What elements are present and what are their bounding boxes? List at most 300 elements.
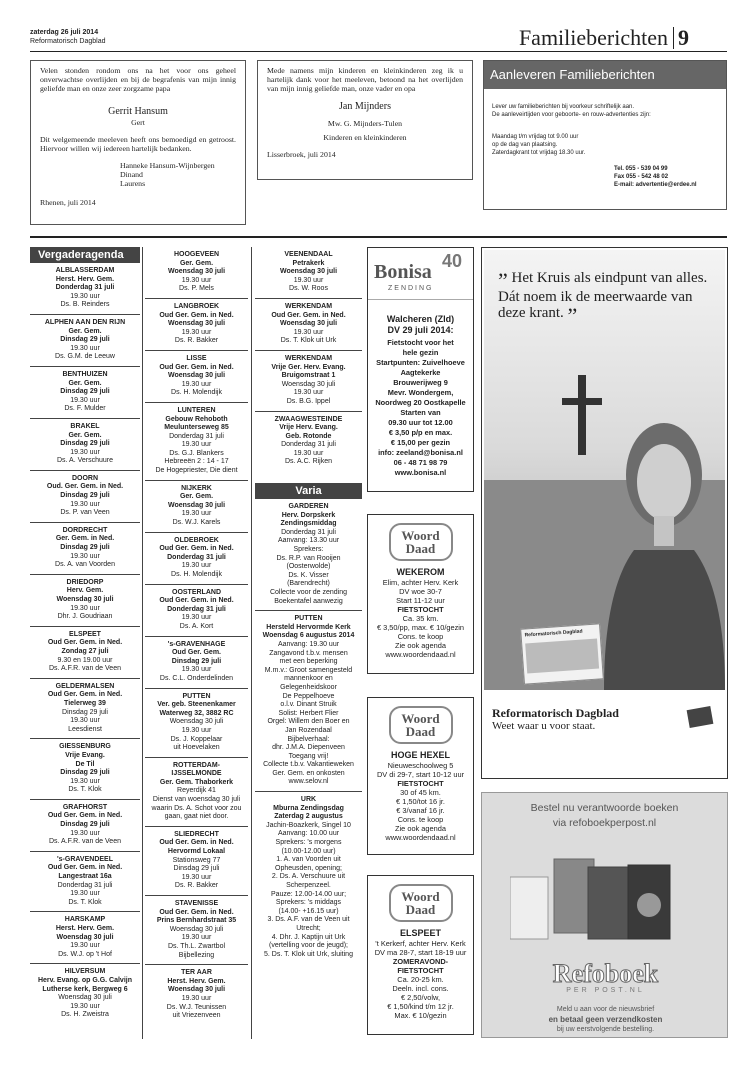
bonisa-details (368, 338, 473, 478)
mini-newspaper (520, 623, 604, 684)
header-rule (30, 51, 727, 52)
entry-detail: 19.30 uur (293, 328, 324, 336)
cross-icon (578, 375, 586, 455)
woorddaad-line: Deeln. incl. cons. (392, 984, 449, 993)
entry-heading: STAVENISSE (174, 900, 219, 907)
entry-detail: De Hogepriester, Die dient (155, 467, 238, 475)
entry-detail: Collecte t.b.v. Vakantieweken (263, 761, 354, 769)
book-cover (510, 877, 548, 939)
entry-detail: 5. Ds. T. Klok uit Urk, sluiting (264, 950, 353, 958)
refoboek-head: Bestel nu verantwoorde boeken via refoboekperpost.nl (530, 802, 679, 829)
entry-heading: ALPHEN AAN DEN RIJN (44, 318, 126, 326)
entry-detail: 19.30 uur (70, 890, 100, 898)
bonisa-line: € 15,00 per gezin (390, 438, 451, 447)
entry-heading: TER AAR (181, 969, 212, 977)
agenda-entry (30, 852, 140, 913)
entry-detail: 4. Dhr. J. Kaptijn uit Urk (271, 933, 346, 941)
entry-heading: DOORN (71, 474, 99, 482)
aanleveren-line: De aanleveirtijden voor geboorte- en rouw-advertenties zijn: (492, 112, 651, 118)
entry-heading: IJSSELMONDE (171, 770, 222, 778)
woorddaad-line: FIETSTOCHT (397, 605, 444, 614)
mini-newspaper-title: Reformatorisch Dagblad (524, 628, 583, 639)
entry-heading: BENTHUIZEN (62, 370, 108, 378)
agenda-list (145, 247, 248, 1025)
aanleveren-fax: Fax 055 - 542 48 02 (614, 174, 669, 180)
woorddaad-line: € 3,50/pp, max. € 10/gezin (376, 623, 465, 632)
entry-heading: OLDEBROEK (174, 536, 219, 544)
entry-heading: LANGBROEK (173, 302, 220, 310)
bonisa-line: Brouwerijweg 9 (393, 378, 448, 387)
entry-detail: 19.30 uur (70, 942, 100, 950)
entry-detail: 3. Ds. A.F. van de Veen uit (267, 916, 350, 924)
agenda-entry (30, 367, 140, 419)
bonisa-line: € 3,50 p/p en max. (388, 428, 453, 437)
entry-detail: 19.30 uur (293, 449, 324, 457)
entry-detail: o.l.v. Dinant Struik (280, 701, 337, 709)
entry-heading: Dinsdag 29 juli (60, 440, 110, 448)
entry-detail: mannenkoor en (284, 675, 333, 683)
entry-detail: 19.30 uur (293, 276, 324, 284)
entry-heading: Oud Ger. Gem. (171, 649, 221, 657)
aanleveren-title: Aanleveren Familieberichten (484, 61, 726, 89)
entry-detail: Sprekers: 's middags (275, 899, 342, 907)
entry-detail: 19.30 uur (181, 614, 212, 622)
entry-detail: Ds. A.F.R. van de Veen (49, 665, 121, 673)
entry-detail: 19.30 uur (181, 562, 212, 570)
entry-heading: GIESSENBURG (59, 743, 111, 751)
entry-detail: 19.30 uur (181, 666, 212, 674)
agenda-entry (145, 758, 248, 827)
woorddaad-line: www.woordendaad.nl (385, 650, 456, 659)
agenda-entry (145, 637, 248, 689)
entry-detail: Ds. C.L. Onderdelinden (159, 674, 234, 682)
entry-detail: Orgel: Willem den Boer en (267, 718, 350, 726)
entry-heading: Herv. Evang. op G.G. Calvijn (37, 976, 132, 984)
entry-heading: Oud Ger. Gem. in Ned. (159, 908, 234, 916)
entry-detail: Ger. Gem. en onkosten (272, 769, 345, 777)
entry-detail: 19.30 uur (181, 510, 212, 518)
entry-detail: Ds. W. Roos (289, 285, 328, 293)
entry-heading: Oud Ger. Gem. in Ned. (159, 363, 234, 371)
entry-detail: Jan Rozendaal (285, 726, 332, 734)
refoboek-foot-line: Meld u aan voor de nieuwsbrief (556, 1006, 655, 1013)
entry-detail: Donderdag 31 juli (281, 528, 336, 536)
woorddaad-line: DV ma 28-7, start 18-19 uur (374, 948, 467, 957)
rd-slogan: Weet waar u voor staat. (492, 720, 596, 732)
deceased-name: Jan Mijnders (339, 101, 391, 112)
entry-detail: Aanvang: 10.00 uur (277, 830, 340, 838)
paper-name: Reformatorisch Dagblad (30, 38, 106, 45)
book-cover (588, 867, 628, 939)
agenda-entry (145, 481, 248, 533)
entry-detail: Pauze: 12.00-14.00 uur; (270, 890, 347, 898)
varia-list (255, 499, 362, 963)
bonisa-ad (367, 247, 474, 492)
varia-title: Varia (255, 483, 362, 499)
aanleveren-time: Maandag t/m vrijdag tot 9.00 uur (492, 134, 579, 140)
section-title: Familieberichten (518, 25, 668, 50)
entry-heading: Donderdag 31 juli (167, 605, 226, 613)
column-divider (142, 247, 143, 1039)
entry-heading: Herst. Herv. Gem. (167, 977, 226, 985)
agenda-entry (255, 247, 362, 299)
entry-heading: Oud Ger. Gem. in Ned. (47, 812, 123, 820)
bonisa-line: hele gezin (402, 348, 439, 357)
woorddaad-line: € 1,50/tot 16 jr. (396, 797, 445, 806)
agenda-entry (255, 611, 362, 792)
issue-date: zaterdag 26 juli 2014 (30, 29, 99, 36)
entry-heading: VEENENDAAL (284, 251, 333, 258)
bonisa-line: Noordweg 20 Oostkapelle (375, 398, 466, 407)
entry-heading: Herv. Gem. (66, 587, 104, 595)
woorddaad-logo: Woord Daad (389, 523, 453, 561)
entry-heading: Dinsdag 29 juli (60, 388, 110, 396)
bonisa-line: Fietstocht voor het (387, 338, 454, 347)
entry-heading: LISSE (186, 354, 207, 362)
entry-heading: HOOGEVEEN (173, 251, 220, 258)
agenda-entry (30, 964, 140, 1024)
bonisa-anniversary: 40 (442, 251, 463, 271)
entry-detail: 19.30 uur (70, 448, 100, 456)
entry-heading: Zondag 27 juli (61, 647, 109, 655)
bonisa-head: Walcheren (Zld) DV 29 juli 2014: (386, 314, 455, 335)
agenda-column-3 (255, 247, 362, 963)
entry-heading: PUTTEN (294, 615, 323, 623)
entry-heading: Tielerweg 39 (64, 699, 106, 707)
signer: Hanneke Hansum-Wijnbergen (120, 161, 215, 170)
entry-detail: Ds. K. Visser (288, 571, 329, 579)
entry-detail: Ds. W.J. Karels (172, 519, 221, 527)
notice-body: Dit welgemeende meeleven heeft ons bemoedigd en getroost. Hiervoor willen wij iedereen hartelijk bedanken. (40, 135, 236, 153)
page-number: 9 (678, 25, 689, 50)
entry-detail: Ds. H. Molendijk (171, 389, 222, 397)
woorddaad-line: Max. € 10/gezin (394, 1011, 447, 1020)
entry-heading: Woensdag 30 juli (167, 320, 226, 328)
woorddaad-line: Cons. te koop (397, 815, 444, 824)
entry-heading: HARSKAMP (64, 916, 106, 924)
entry-heading: Woensdag 30 juli (279, 268, 338, 276)
woorddaad-line: Elim, achter Herv. Kerk (382, 578, 459, 587)
aanleveren-time: op de dag van plaatsing. (492, 142, 558, 148)
agenda-entry (145, 965, 248, 1025)
entry-detail: Bijbelverhaal: (287, 735, 330, 743)
entry-detail: Ds. A.F.R. van de Veen (49, 838, 121, 846)
entry-detail: 19.30 uur (70, 777, 100, 785)
woorddaad-title: WEKEROM (396, 567, 445, 577)
deceased-name: Gerrit Hansum (108, 106, 168, 117)
entry-heading: Dinsdag 29 juli (60, 821, 110, 829)
entry-heading: URK (300, 796, 317, 804)
deceased-alias: Gert (131, 118, 145, 127)
entry-heading: GELDERMALSEN (55, 682, 115, 690)
woorddaad-line: Cons. te koop (397, 632, 444, 641)
entry-detail: (10.00-12.00 uur) (281, 847, 336, 855)
agenda-column-1 (30, 247, 140, 1024)
entry-detail: 19.30 uur (181, 441, 212, 449)
entry-heading: Dinsdag 29 juli (60, 544, 110, 552)
agenda-entry (30, 800, 140, 852)
entry-heading: Ger. Gem. (68, 431, 102, 439)
entry-heading: Herv. Dorpskerk (281, 511, 336, 519)
entry-heading: Meulunterseweg 85 (164, 424, 229, 432)
tablet-icon (687, 706, 714, 728)
entry-detail: Gelegenheidskoor (280, 683, 337, 691)
entry-detail: Ds. P. van Veen (60, 509, 110, 517)
woorddaad-ad-elspeet (367, 875, 474, 1035)
agenda-entry (145, 827, 248, 896)
entry-detail: 19.30 uur (70, 344, 100, 352)
entry-detail: 19.30 uur (70, 500, 100, 508)
entry-detail: Ds. B. Reinders (60, 301, 110, 309)
entry-heading: GARDEREN (288, 503, 329, 511)
face (637, 444, 691, 520)
agenda-entry (30, 263, 140, 315)
entry-detail: Ds. T. Klok (68, 786, 102, 794)
agenda-entry (30, 739, 140, 800)
entry-heading: LUNTEREN (177, 406, 216, 414)
entry-detail: Ds. F. Mulder (64, 405, 106, 413)
woorddaad-line: Zie ook agenda (395, 641, 446, 650)
entry-detail: Ds. B.G. Ippel (286, 397, 331, 405)
entry-heading: DRIEDORP (66, 578, 104, 586)
entry-heading: Ger. Gem. (179, 493, 214, 501)
entry-detail: Ds. A. Kort (179, 622, 214, 630)
rd-quote (498, 268, 718, 328)
entry-detail: Ds. T. Klok uit Urk (280, 337, 337, 345)
entry-heading: ELSPEET (69, 630, 101, 638)
aanleveren-tel: Tel. 055 - 539 04 99 (614, 166, 668, 172)
notice-intro: Velen stonden rondom ons na het voor ons geheel onverwachtse overlijden en bij de begrafenis van mijn innig geliefde man en onze zeer zorgzame papa (40, 66, 236, 93)
entry-heading: Oud Ger. Gem. in Ned. (47, 639, 123, 647)
agenda-entry (255, 792, 362, 963)
agenda-list (30, 263, 140, 1024)
entry-heading: Ver. geb. Steenenkamer (157, 701, 236, 709)
mini-newspaper-photo (525, 639, 599, 674)
entry-heading: Oud. Ger. Gem. in Ned. (46, 483, 124, 491)
entry-detail: Donderdag 31 juli (57, 881, 113, 889)
woorddaad-line: 't Kerkerf, achter Herv. Kerk (375, 939, 466, 948)
entry-heading: Langestraat 16a (58, 873, 112, 881)
entry-detail: Woensdag 30 juli (169, 925, 224, 933)
entry-detail: 19.30 uur (181, 994, 212, 1002)
entry-detail: Solist: Herbert Flier (278, 709, 339, 717)
woorddaad-logo: Woord Daad (389, 884, 453, 922)
agenda-entry (255, 499, 362, 611)
agenda-entry (30, 315, 140, 367)
bonisa-line: Mevr. Wondergem, (387, 388, 454, 397)
entry-heading: Prins Bernhardstraat 35 (156, 917, 237, 925)
entry-heading: Geb. Rotonde (285, 432, 332, 440)
entry-detail: Ds. H. Zweistra (61, 1011, 109, 1019)
entry-detail: De Peppelhoeve (282, 692, 335, 700)
agenda-entry (30, 471, 140, 523)
entry-heading: Oud Ger. Gem. in Ned. (159, 839, 234, 847)
entry-detail: M.m.v.: Groot samengesteld (264, 666, 353, 674)
entry-heading: Vrije Ger. Herv. Evang. (271, 363, 346, 371)
entry-heading: Herst. Herv. Gem. (55, 925, 115, 932)
entry-detail: Ds. R.P. van Rooijen (276, 554, 341, 562)
agenda-entry (145, 689, 248, 758)
entry-detail: Ds. P. Mels (179, 285, 214, 293)
woorddaad-line: € 2,50/volw, (400, 993, 441, 1002)
woorddaad-title: HOGE HEXEL (390, 750, 450, 760)
woorddaad-line: FIETSTOCHT (397, 779, 444, 788)
bonisa-line: Starten van (400, 408, 441, 417)
entry-heading: Oud Ger. Gem. in Ned. (159, 597, 234, 605)
entry-heading: PUTTEN (182, 692, 211, 700)
book-covers (510, 845, 700, 963)
entry-heading: Oud Ger. Gem. in Ned. (159, 311, 234, 319)
woorddaad-ad-hogehexel (367, 697, 474, 855)
entry-heading: Zaterdag 2 augustus (274, 813, 343, 821)
entry-heading: Dinsdag 29 juli (171, 657, 222, 665)
entry-detail: Ds. R. Bakker (174, 337, 219, 345)
entry-detail: Ds. H. Molendijk (171, 571, 222, 578)
entry-detail: Ds. G.J. Blankers (169, 449, 224, 457)
header-divider (673, 27, 674, 49)
entry-heading: Mburna Zendingsdag (273, 804, 344, 812)
aanleveren-time: Zaterdagkrant tot vrijdag 18.30 uur. (492, 150, 586, 156)
entry-detail: Sprekers: (293, 546, 324, 554)
entry-heading: ZWAAGWESTEINDE (274, 415, 343, 423)
entry-heading: Vrije Herv. Evang. (279, 424, 338, 432)
entry-detail: Leesdienst (68, 725, 102, 733)
agenda-entry (145, 585, 248, 637)
entry-heading: HILVERSUM (64, 968, 106, 976)
entry-detail: met een beperking (279, 658, 338, 666)
bonisa-line: 06 - 48 71 98 79 (393, 458, 448, 467)
entry-detail: Aanvang: 19.30 uur (277, 640, 340, 648)
entry-detail: 19.30 uur (70, 552, 100, 560)
agenda-entry (255, 351, 362, 412)
woorddaad-line: € 1,50/kind t/m 12 jr. (387, 1002, 454, 1011)
entry-detail: Aanvang: 13.30 uur (277, 537, 340, 545)
death-notice-mijnders (257, 60, 473, 180)
entry-heading: De Til (75, 760, 95, 768)
entry-detail: Stationsweg 77 (172, 856, 221, 864)
close-quote-icon: ” (567, 303, 578, 328)
entry-detail: www.selov.nl (288, 778, 329, 786)
entry-detail: Utrecht; (296, 924, 321, 932)
entry-heading: Donderdag 31 juli (55, 284, 115, 292)
entry-detail: (vertelling voor de jeugd); (269, 942, 348, 950)
entry-detail: 19.30 uur (70, 396, 100, 404)
entry-detail: 1. A. van Voorden uit (276, 856, 341, 864)
entry-detail: 19.30 uur (70, 1002, 100, 1010)
entry-heading: ALBLASSERDAM (55, 267, 115, 274)
entry-heading: OOSTERLAND (172, 588, 221, 596)
entry-detail: Ds. A.C. Rijken (284, 458, 333, 466)
entry-detail: Donderdag 31 juli (281, 441, 336, 449)
entry-detail: Dinsdag 29 juli (62, 708, 108, 716)
entry-detail: (Barendrecht) (287, 580, 330, 588)
agenda-entry (145, 351, 248, 403)
entry-heading: Donderdag 31 juli (167, 553, 226, 561)
agenda-entry (145, 896, 248, 965)
entry-heading: Woensdag 30 juli (167, 372, 226, 380)
entry-detail: Opheusden, opening; (275, 864, 342, 872)
entry-detail: 19.30 uur (181, 276, 212, 284)
entry-detail: Boekentafel aanwezig (274, 597, 343, 605)
woorddaad-ad-wekerom (367, 514, 474, 674)
entry-heading: Bruigomstraat 1 (281, 372, 336, 380)
woorddaad-line: Start 11-12 uur (396, 596, 445, 605)
entry-heading: Ger. Gem. (179, 259, 214, 267)
entry-detail: 19.30 uur (181, 380, 212, 388)
woorddaad-title: ELSPEET (399, 928, 441, 938)
agenda-entry (145, 533, 248, 585)
woorddaad-line: Zie ook agenda (395, 824, 446, 833)
entry-heading: Hersteld Hervormde Kerk (266, 623, 351, 631)
bonisa-wordmark: Bonisa (374, 261, 432, 283)
entry-heading: Herst. Herv. Gem. (55, 275, 115, 283)
entry-heading: BRAKEL (70, 422, 100, 430)
refoboek-footer (482, 1005, 728, 1035)
entry-heading: Dinsdag 29 juli (60, 769, 110, 777)
entry-detail: uit Hoevelaken (173, 744, 220, 752)
entry-detail: Woensdag 30 juli (58, 994, 112, 1002)
death-notice-hansum (30, 60, 246, 225)
bonisa-line: www.bonisa.nl (394, 468, 447, 477)
refoboek-ad (481, 792, 728, 1038)
agenda-entry (30, 575, 140, 627)
entry-heading: Dinsdag 29 juli (60, 492, 110, 500)
neck (654, 516, 674, 546)
entry-detail: Toegang vrij! (288, 752, 329, 760)
entry-detail: Ds. T. Klok (68, 898, 102, 906)
cross-beam (562, 398, 602, 405)
entry-detail: 2. Ds. A. Verschuure uit (271, 873, 346, 881)
entry-heading: WERKENDAM (284, 354, 333, 362)
entry-detail: Ds. W.J. Teunissen (166, 1003, 227, 1011)
rd-quote-text: Het Kruis als eindpunt van alles. Dát noem ik de meerwaarde van deze krant. (498, 270, 708, 321)
entry-detail: 19.30 uur (181, 328, 212, 336)
agenda-entry (145, 299, 248, 351)
signer: Laurens (120, 179, 146, 188)
entry-heading: SLIEDRECHT (174, 830, 219, 838)
woorddaad-line: ZOMERAVOND- (392, 957, 449, 966)
woorddaad-line: DV di 29-7, start 10-12 uur (376, 770, 465, 779)
entry-heading: NIJKERK (181, 484, 212, 492)
entry-detail: 19.30 uur (181, 873, 212, 881)
entry-detail: Scherpenzeel. (286, 882, 331, 889)
entry-heading: Ger. Gem. Thaborkerk (159, 778, 234, 786)
entry-detail: 19.30 uur (70, 717, 100, 725)
entry-heading: Woensdag 30 juli (167, 268, 226, 276)
entry-heading: WERKENDAM (284, 302, 333, 310)
entry-detail: (Oosterwolde) (286, 563, 331, 571)
entry-heading: Oud Ger. Gem. in Ned. (47, 691, 123, 699)
entry-heading: Woensdag 6 augustus 2014 (262, 632, 355, 640)
agenda-entry (30, 523, 140, 575)
entry-heading: Oud Ger. Gem. in Ned. (271, 311, 346, 319)
bonisa-sub: ZENDING (388, 285, 434, 292)
entry-heading: Waterweg 32, 3882 RC (159, 709, 234, 717)
entry-heading: Oud Ger. Gem. in Ned. (159, 545, 234, 553)
rd-brand: Reformatorisch Dagblad (492, 706, 619, 720)
entry-heading: Woensdag 30 juli (167, 501, 226, 509)
entry-detail: 19.30 uur (70, 604, 100, 612)
refoboek-logo-sub: PER POST.NL (566, 987, 645, 994)
entry-heading: Ger. Gem. in Ned. (55, 535, 115, 543)
aanleveren-email[interactable]: E-mail: advertentie@erdee.nl (614, 182, 697, 188)
entry-heading: 's-GRAVENHAGE (167, 640, 226, 648)
entry-detail: Ds. A. van Voorden (55, 561, 115, 569)
entry-heading: GRAFHORST (62, 803, 108, 811)
entry-detail: Collecte voor de zending (269, 589, 348, 596)
agenda-entry (30, 627, 140, 679)
bonisa-logo (368, 248, 473, 300)
